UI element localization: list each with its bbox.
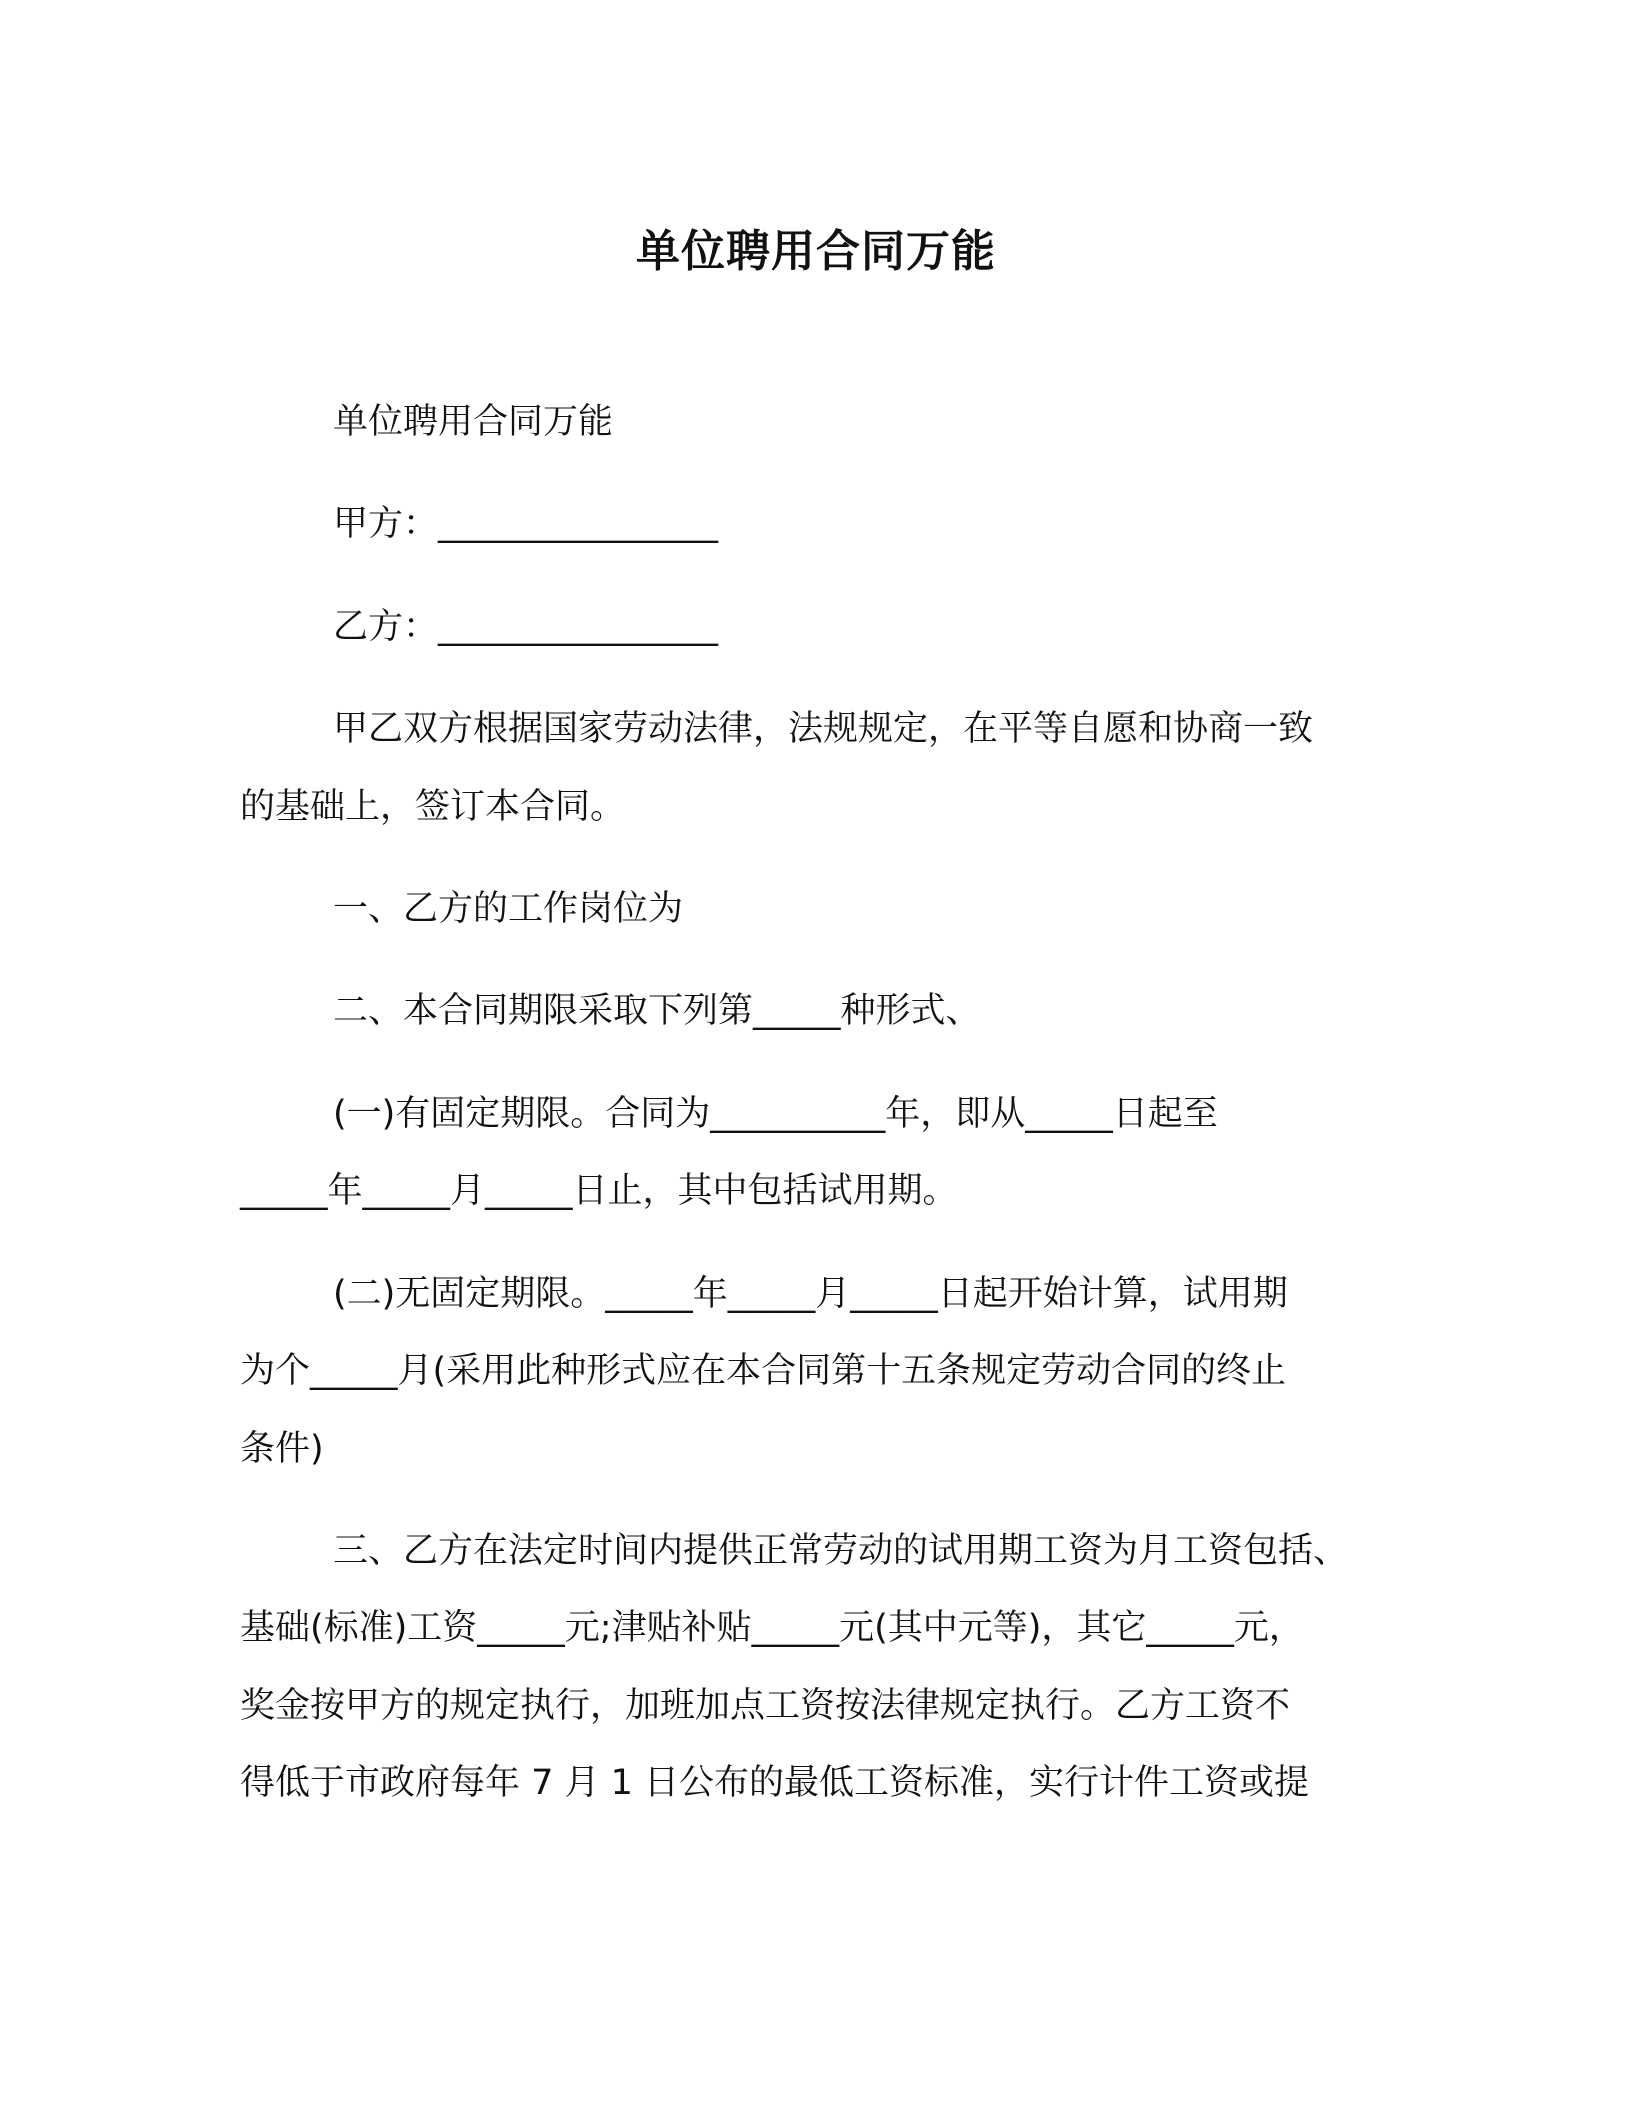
clause-1-line: 一、乙方的工作岗位为	[333, 889, 684, 929]
clause-2-1-line-1: (一)有固定期限。合同为__________年，即从_____日起至	[333, 1094, 1218, 1134]
clause-3-line-3: 奖金按甲方的规定执行，加班加点工资按法律规定执行。乙方工资不	[240, 1686, 1291, 1726]
party-a-line: 甲方：________________	[333, 504, 719, 544]
clause-2-2-line-1: (二)无固定期限。_____年_____月_____日起开始计算，试用期	[333, 1274, 1288, 1314]
document-title: 单位聘用合同万能	[636, 226, 996, 277]
clause-3-line-2: 基础(标准)工资_____元;津贴补贴_____元(其中元等)，其它_____元，	[240, 1608, 1304, 1648]
preamble-line-1: 甲乙双方根据国家劳动法律，法规规定，在平等自愿和协商一致	[333, 709, 1314, 749]
subtitle-line: 单位聘用合同万能	[333, 402, 614, 442]
clause-2-2-line-2: 为个_____月(采用此种形式应在本合同第十五条规定劳动合同的终止	[240, 1351, 1287, 1391]
preamble-line-2: 的基础上，签订本合同。	[240, 787, 626, 827]
clause-2-2-line-3: 条件)	[240, 1429, 324, 1469]
clause-2-1-line-2: _____年_____月_____日止，其中包括试用期。	[240, 1171, 958, 1211]
clause-2-line: 二、本合同期限采取下列第_____种形式、	[333, 991, 981, 1031]
clause-3-line-1: 三、乙方在法定时间内提供正常劳动的试用期工资为月工资包括、	[333, 1531, 1349, 1571]
party-b-line: 乙方：________________	[333, 607, 719, 647]
clause-3-line-4: 得低于市政府每年 7 月 1 日公布的最低工资标准，实行计件工资或提	[240, 1763, 1310, 1803]
